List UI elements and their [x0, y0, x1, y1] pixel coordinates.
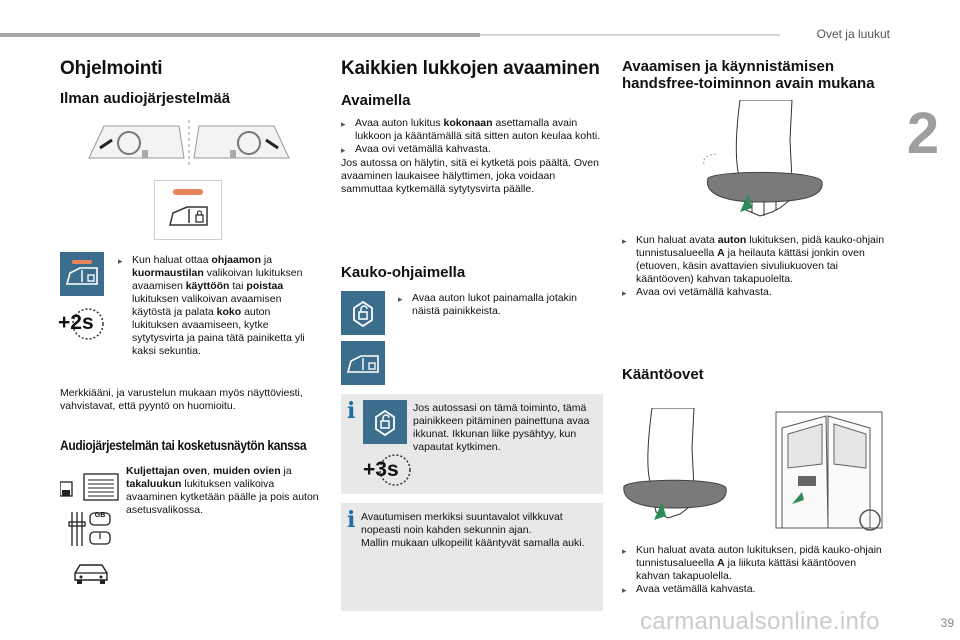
section-title-handsfree: Avaamisen ja käynnistämisen handsfree-toiminnon avain mukana — [622, 58, 875, 92]
subtitle-rear-doors: Kääntöovet — [622, 366, 704, 383]
section-title-unlock-all: Kaikkien lukkojen avaaminen — [341, 58, 600, 79]
unlock-button-icon-2 — [363, 400, 407, 444]
car-front-icon — [72, 562, 110, 586]
subtitle-with-key: Avaimella — [341, 92, 411, 109]
van-lock-icon — [167, 203, 211, 231]
window-note-box: i +3s Jos autossasi on tämä toiminto, tämä painikkeen pitäminen painettuna avaa ikkunat. Ikkunan liike pysähtyy, kun vapautat kytkimen. — [341, 394, 603, 494]
van-unlock-button-icon — [341, 341, 385, 385]
chapter-number: 2 — [906, 101, 940, 166]
info-icon: i — [347, 398, 356, 424]
settings-paragraph: Kuljettajan oven, muiden ovien ja takaluukun lukituksen valikoiva avaaminen kytketään päälle ja pois auton asetusvalikossa. — [126, 465, 319, 516]
watermark: carmanualsonline.info — [640, 608, 880, 635]
rear-door-instructions: ▸ Kun haluat avata auton lukituksen, pidä kauko-ohjain tunnistusalueella A ja liikuta kättäsi kääntöoven kahvan takapuolella. ▸ Avaa vetämällä kahvasta. — [622, 544, 882, 595]
unlock-button-icon — [341, 291, 385, 335]
info-icon: i — [347, 507, 356, 533]
page-number: 39 — [940, 616, 954, 630]
section-title: Ovet ja luukut — [816, 27, 890, 41]
key-instructions: ▸ Avaa auton lukitus kokonaan asettamalla avain lukkoon ja kääntämällä sitä sitten auton keulaa kohti. ▸ Avaa ovi vetämällä kahvasta. Jos autossa on hälytin, sitä ei kytketä pois päältä. Oven avaaminen laukaisee hälyttimen, joka voidaan sammuttaa kytkemällä sytytysvirta päälle. — [341, 117, 601, 195]
subtitle-remote: Kauko-ohjaimella — [341, 264, 466, 281]
van-selective-icon — [60, 252, 104, 296]
subtitle-no-audio: Ilman audiojärjestelmää — [60, 90, 231, 107]
subtitle-with-audio: Audiojärjestelmän tai kosketusnäytön kanssa — [60, 437, 307, 453]
settings-screen-icon — [60, 472, 120, 512]
hold-2s-icon: +2s — [56, 306, 106, 342]
remote-bullet: ▸ Avaa auton lukot painamalla jotakin näistä painikkeista. — [398, 292, 578, 317]
hold-3s-icon: +3s — [361, 452, 413, 488]
page-title: Ohjelmointi — [60, 58, 163, 79]
header-rule-light — [480, 34, 780, 36]
orange-led-icon — [173, 189, 203, 195]
door-panel-illustration — [84, 118, 294, 168]
confirm-paragraph: Merkkiääni, ja varustelun mukaan myös näyttöviesti, vahvistavat, että pyyntö on huomioitu. — [60, 387, 303, 412]
hand-handle-illustration — [700, 100, 830, 220]
gb-label: GB — [94, 512, 106, 519]
i-label: I — [98, 532, 102, 541]
bullet-selective-unlock: ▸ Kun haluat ottaa ohjaamon ja kuormaustilan valikoivan lukituksen avaamisen käyttöön tai poistaa lukituksen valikoivan avaamisen käytöstä ja palata koko auton lukituksen avaamiseen, kytke sytytysvirta ja paina tätä painiketta yli kaksi sekuntia. — [118, 254, 305, 357]
selective-unlock-button-illustration — [154, 180, 222, 240]
indicator-note-box: i Avautumisen merkiksi suuntavalot vilkkuvat nopeasti noin kahden sekunnin ajan. Mallin mukaan ulkopeilit kääntyvät samalla auki. — [341, 503, 603, 611]
handsfree-instructions: ▸ Kun haluat avata auton lukituksen, pidä kauko-ohjain tunnistusalueella A ja heilauta kättäsi jonkin oven (etuoven, käsin avattavien sivuliukuoven tai kääntöoven) kahvan takapuolelta. ▸ Avaa ovi vetämällä kahvasta. — [622, 234, 885, 298]
header-rule — [0, 33, 480, 37]
rear-door-illustration — [622, 408, 884, 532]
